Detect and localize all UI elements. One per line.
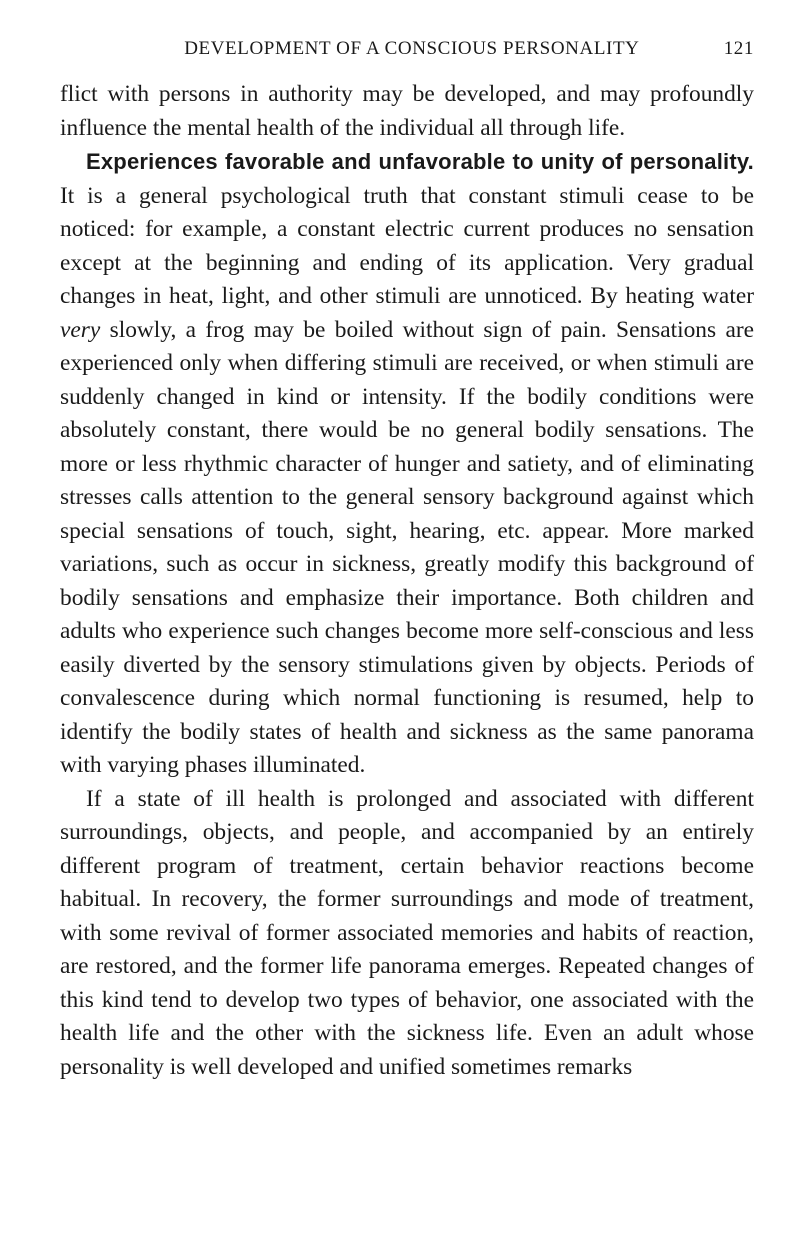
paragraph-text: slowly, a frog may be boiled without sign of pain. Sensations are experienced only when differing stimuli are received, or when stimuli are suddenly changed in kind or intensity. If the bodily conditions were absolutely constant, there would be no general bodily sensations. The more or less rhythmic character of hunger and satiety, and of eliminating stresses calls attention to the general sensory background against which special sensations of touch, sight, hearing, etc. appear. More marked variations, such as occur in sickness, greatly modify this background of bodily sensations and emphasize their importance. Both children and adults who experience such changes become more self-conscious and less easily diverted by the sensory stimulations given by objects. Periods of convalescence during which normal functioning is resumed, help to identify the bodily states of health and sickness as the same panorama with varying phases illuminated. bbox=[60, 316, 754, 778]
body-text bbox=[60, 78, 754, 1084]
paragraph-ill-health bbox=[60, 783, 754, 1085]
paragraph-experiences bbox=[60, 145, 754, 783]
paragraph-text: If a state of ill health is prolonged and associated with different surroundings, objects, and people, and accompanied by an entirely different program of treatment, certain behavior reactions become habitual. In recovery, the former surroundings and mode of treatment, with some revival of former associated memories and habits of reaction, are restored, and the former life panorama emerges. Repeated changes of this kind tend to develop two types of behavior, one associated with the health life and the other with the sickness life. Even an adult whose personality is well developed and unified sometimes remarks bbox=[60, 785, 754, 1080]
running-head bbox=[60, 38, 754, 68]
running-head-title: DEVELOPMENT OF A CONSCIOUS PERSONALITY bbox=[184, 38, 640, 59]
page-number: 121 bbox=[723, 38, 754, 59]
section-heading: Experiences favorable and unfavorable to unity of personality. bbox=[86, 149, 754, 174]
paragraph-text: It is a general psychological truth that constant stimuli cease to be noticed: for example, a constant electric current produces no sensation except at the beginning and ending of its application. Very gradual changes in heat, light, and other stimuli are unnoticed. By heating water bbox=[60, 182, 754, 309]
book-page bbox=[60, 38, 754, 1084]
paragraph-text: flict with persons in authority may be developed, and may profoundly influence the mental health of the individual all through life. bbox=[60, 81, 754, 141]
emphasized-word: very bbox=[60, 316, 101, 343]
paragraph-continuation bbox=[60, 78, 754, 145]
